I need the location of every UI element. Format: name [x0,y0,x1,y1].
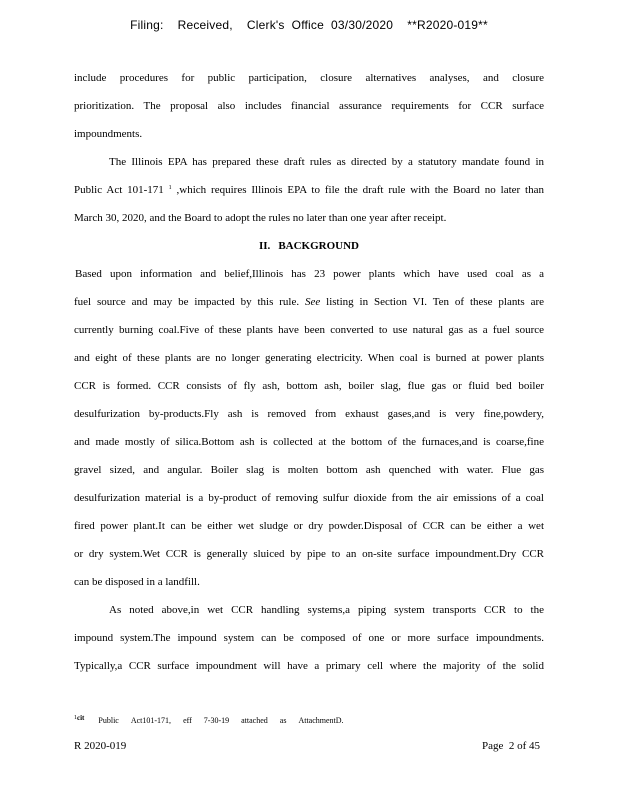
p2-line-1: The Illinois EPA has prepared these draft rules as directed by a statutory mandate found in [109,156,544,168]
docket-number: R 2020-019 [74,740,127,752]
p3-line-6: desulfurization by-products.Fly ash is removed from exhaust gases,and is very fine,powdery, [74,408,544,420]
p3-line-12: can be disposed in a landfill. [74,576,200,588]
footnote [74,713,344,726]
p3-line-5: CCR is formed. CCR consists of fly ash, bottom ash, boiler slag, flue gas or fluid bed boiler [74,380,544,392]
p1-line-2: prioritization. The proposal also includes financial assurance requirements for CCR surface [74,100,544,112]
p3-line-9: desulfurization material is a by-product of removing sulfur dioxide from the air emissions of a coal [74,492,544,504]
p3-line-2 [74,296,544,309]
footnote-word: as [279,716,287,725]
footnote-word: AttachmentD. [298,716,344,725]
section-heading [0,240,618,253]
p2-line-2 [74,184,544,197]
section-title: BACKGROUND [278,240,359,252]
filing-header: Filing: Received, Clerk's Office 03/30/2020 **R2020-019** [130,18,488,32]
p3-line-8: gravel sized, and angular. Boiler slag is molten bottom ash quenched with water. Flue gas [74,464,544,476]
p2-line-2-pre: Public Act 101-171 [74,184,164,196]
footnote-word: Public [98,716,119,725]
p3-line-2-pre: fuel source and may be impacted by this rule. [74,296,300,308]
p2-line-2-post: ,which requires Illinois EPA to file the draft rule with the Board no later than [176,184,544,196]
p1-line-1: include procedures for public participation, closure alternatives analyses, and closure [74,72,544,84]
p4-line-1: As noted above,in wet CCR handling systems,a piping system transports CCR to the [109,604,544,616]
p2-line-3: March 30, 2020, and the Board to adopt the rules no later than one year after receipt. [74,212,447,224]
footnote-ref: 1 [168,185,172,191]
footnote-number: 1 [74,715,77,721]
section-number: II. [259,240,271,252]
footnote-word: eff [183,716,192,725]
p3-line-11: or dry system.Wet CCR is generally sluiced by pipe to an on-site surface impoundment.Dry CCR [74,548,544,560]
p3-line-10: fired power plant.It can be either wet sludge or dry powder.Disposal of CCR can be either a wet [74,520,544,532]
p3-line-1: Based upon information and belief,Illinois has 23 power plants which have used coal as a [75,268,544,280]
p3-line-3: currently burning coal.Five of these plants have been converted to use natural gas as a fuel source [74,324,544,336]
p3-line-4: and eight of these plants are no longer generating electricity. When coal is burned at power plants [74,352,544,364]
footnote-cit: cit [77,714,85,722]
p1-line-3: impoundments. [74,128,143,140]
footnote-word: 7-30-19 [203,716,230,725]
p3-line-7: and made mostly of silica.Bottom ash is collected at the bottom of the furnaces,and is coarse,fine [74,436,544,448]
p4-line-2: impound system.The impound system can be composed of one or more surface impoundments. [74,632,544,644]
page-number: Page 2 of 45 [482,740,541,752]
p4-line-3: Typically,a CCR surface impoundment will have a primary cell where the majority of the solid [74,660,544,672]
footnote-word: attached [241,716,268,725]
p3-line-2-see: See [305,296,321,308]
footnote-word: Act101-171, [130,716,172,725]
p3-line-2-post: listing in Section VI. Ten of these plants are [326,296,545,308]
